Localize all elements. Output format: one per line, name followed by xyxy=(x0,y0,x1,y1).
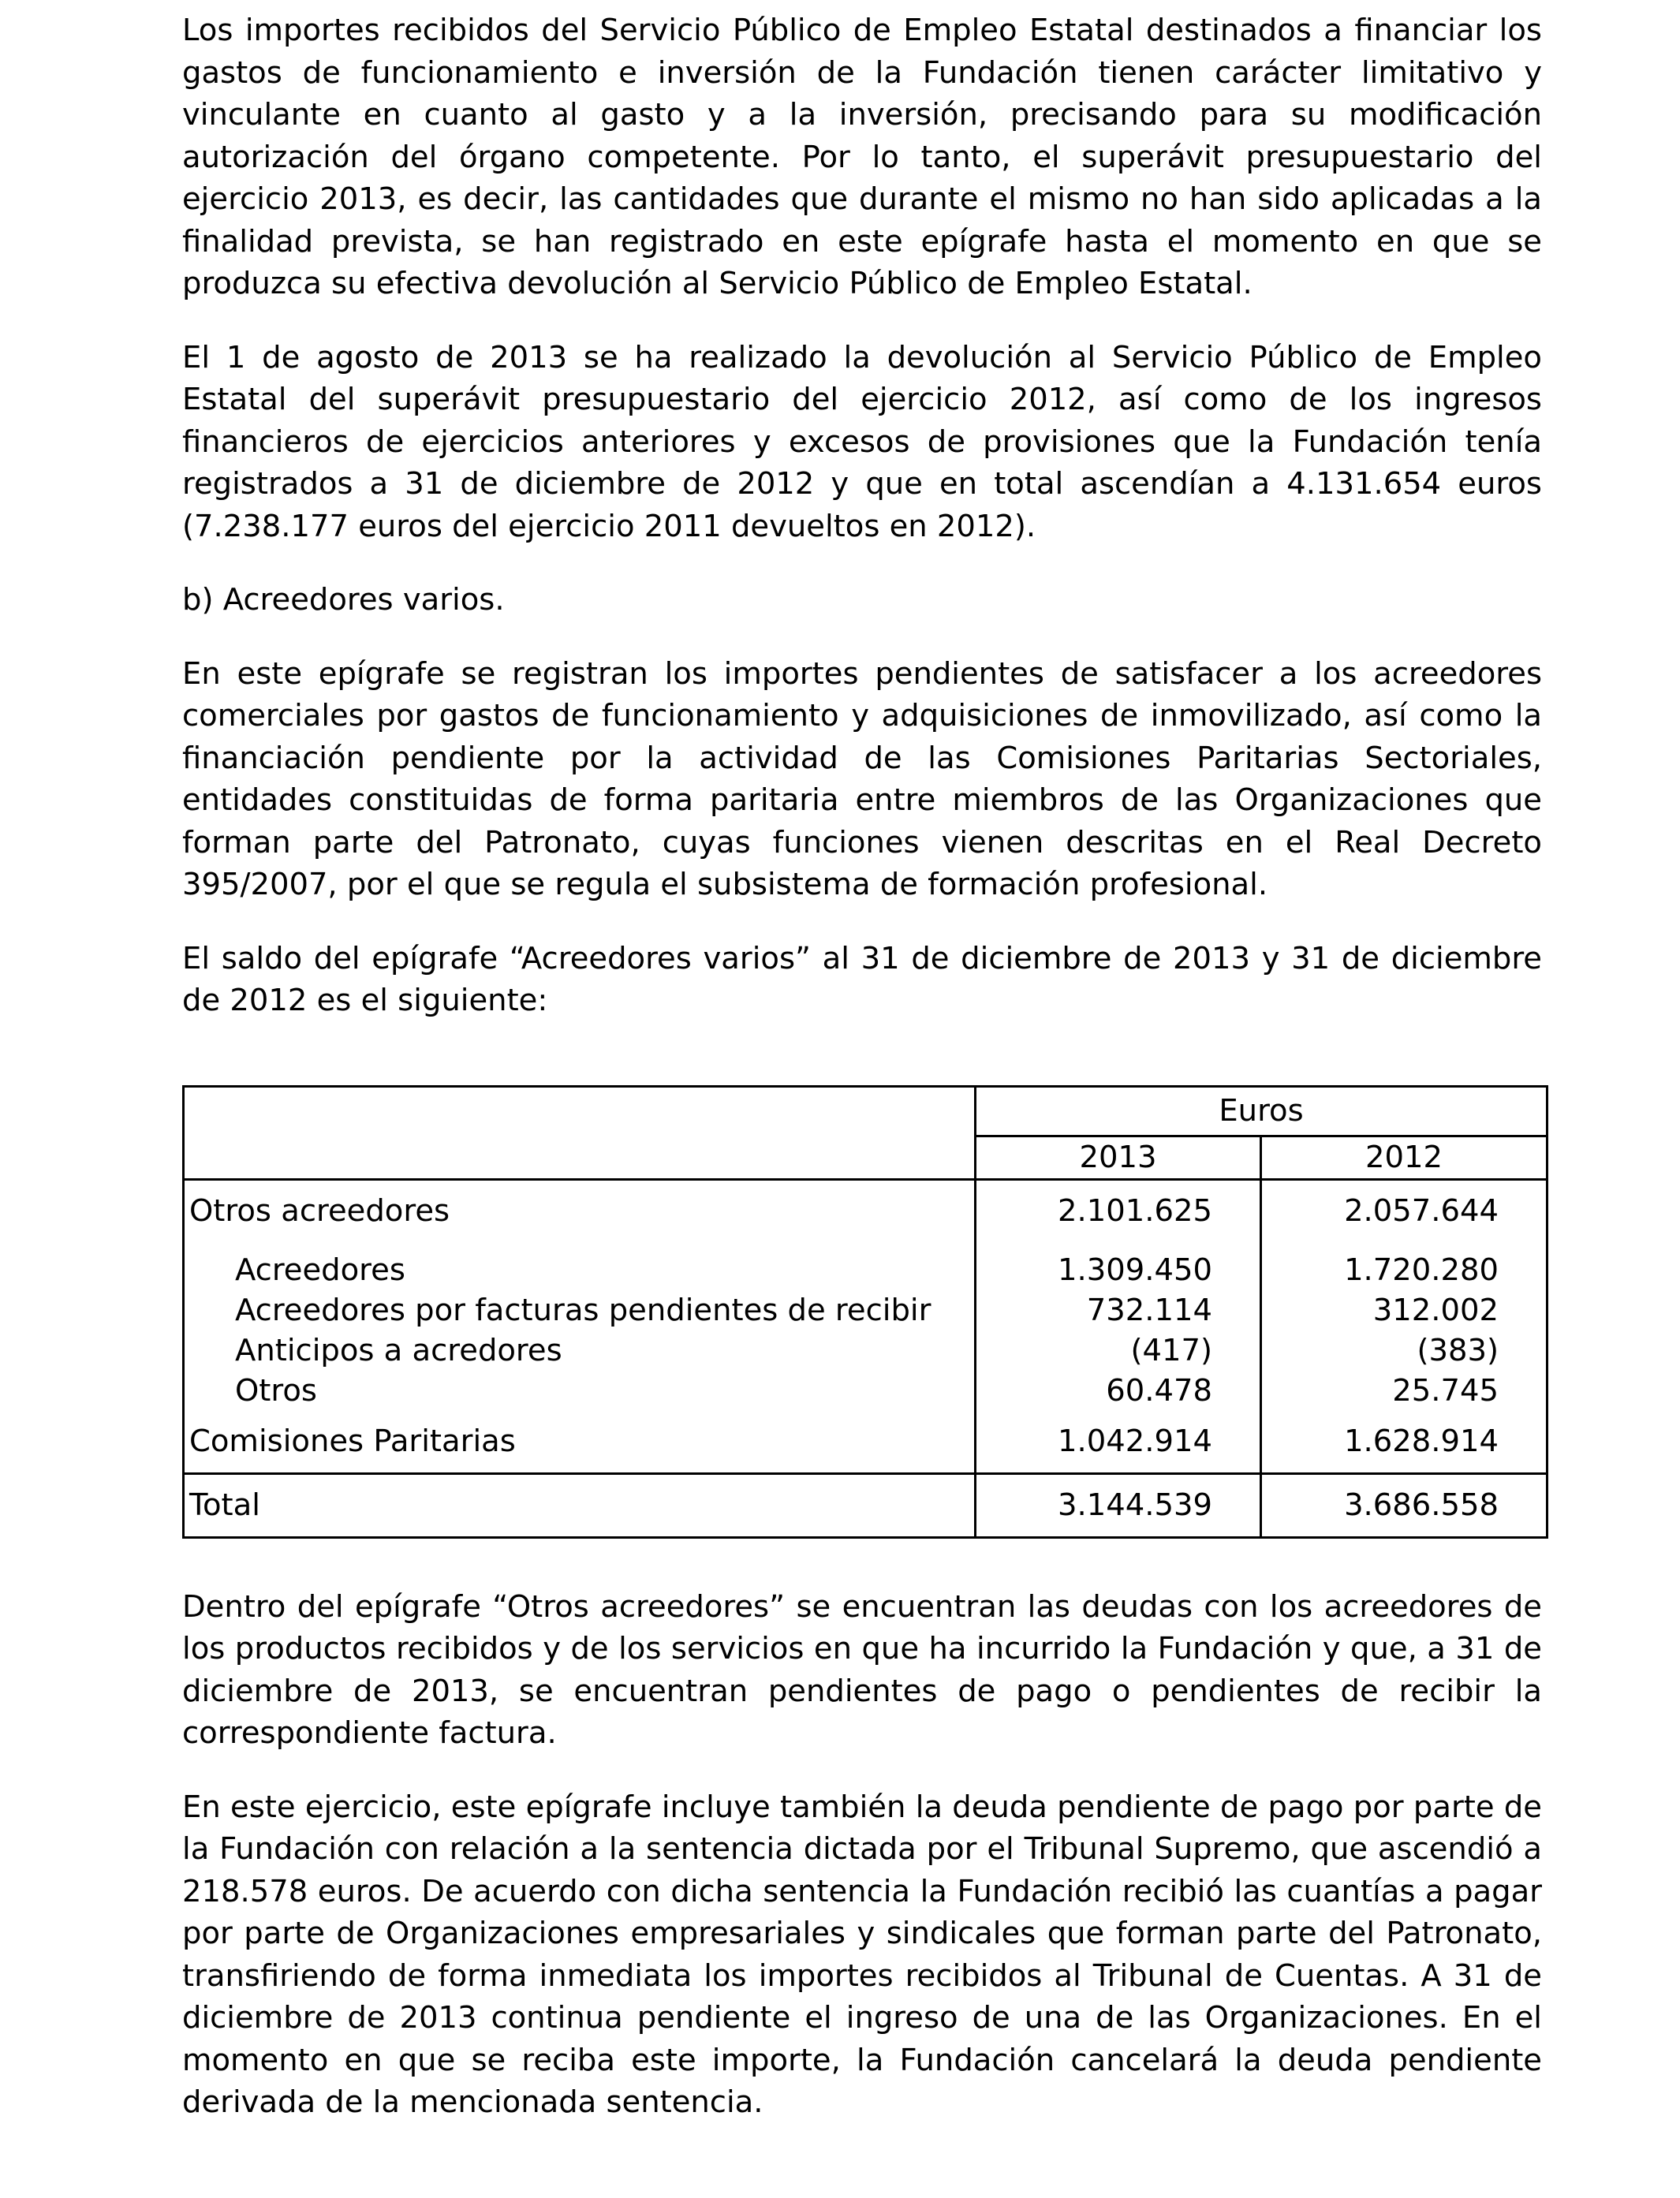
table-row xyxy=(184,1371,1547,1411)
paragraph-devolucion: El 1 de agosto de 2013 se ha realizado la devolución al Servicio Público de Empleo Estatal del superávit presupuestario del ejercicio 2012, así como de los ingresos financieros de ejercicios anteriores y excesos de provisiones que la Fundación tenía registrados a 31 de diciembre de 2012 y que en total ascendían a 4.131.654 euros (7.238.177 euros del ejercicio 2011 devueltos en 2012). xyxy=(182,339,1542,544)
value-2013: 1.042.914 xyxy=(976,1411,1261,1474)
total-label: Total xyxy=(184,1473,976,1537)
table-row-comisiones-paritarias xyxy=(184,1411,1547,1474)
table-row-otros-acreedores xyxy=(184,1179,1547,1247)
document-page xyxy=(182,9,1542,2155)
value-2012: 1.720.280 xyxy=(1344,1252,1499,1288)
table-row-total xyxy=(184,1473,1547,1537)
paragraph-otros-acreedores: Dentro del epígrafe “Otros acreedores” se encuentran las deudas con los acreedores de los productos recibidos y de los servicios en que ha incurrido la Fundación y que, a 31 de diciembre de 2013, se encuentran pendientes de pago o pendientes de recibir la correspondiente factura. xyxy=(182,1588,1542,1751)
row-label: Acreedores xyxy=(184,1247,976,1290)
currency-header: Euros xyxy=(976,1086,1547,1136)
year-header-2012: 2012 xyxy=(1365,1139,1443,1175)
row-label: Otros xyxy=(184,1371,976,1411)
table-row xyxy=(184,1290,1547,1330)
value-2013: (417) xyxy=(976,1330,1261,1371)
paragraph-epigrafe-registro: En este epígrafe se registran los importes pendientes de satisfacer a los acreedores comerciales por gastos de funcionamiento y adquisiciones de inmovilizado, así como la financiación pendiente por la actividad de las Comisiones Paritarias Sectoriales, entidades constituidas de forma paritaria entre miembros de las Organizaciones que forman parte del Patronato, cuyas funciones vienen descritas en el Real Decreto 395/2007, por el que se regula el subsistema de formación profesional. xyxy=(182,655,1542,902)
table-row xyxy=(184,1330,1547,1371)
row-label: Acreedores por facturas pendientes de recibir xyxy=(184,1290,976,1330)
paragraph-limitativo: Los importes recibidos del Servicio Público de Empleo Estatal destinados a financiar los gastos de funcionamiento e inversión de la Fundación tienen carácter limitativo y vinculante en cuanto al gasto y a la inversión, precisando para su modificación autorización del órgano competente. Por lo tanto, el superávit presupuestario del ejercicio 2013, es decir, las cantidades que durante el mismo no han sido aplicadas a la finalidad prevista, se han registrado en este epígrafe hasta el momento en que se produzca su efectiva devolución al Servicio Público de Empleo Estatal. xyxy=(182,13,1542,301)
table-header-empty-cell xyxy=(184,1086,976,1179)
row-label: Otros acreedores xyxy=(184,1179,976,1247)
value-2012: 312.002 xyxy=(1372,1292,1499,1328)
value-2012: (383) xyxy=(1417,1332,1499,1368)
value-2012: 2.057.644 xyxy=(1344,1192,1499,1229)
value-2013: 2.101.625 xyxy=(976,1179,1261,1247)
value-2013: 1.309.450 xyxy=(976,1247,1261,1290)
total-2012: 3.686.558 xyxy=(1344,1487,1499,1523)
section-heading-acreedores-varios: b) Acreedores varios. xyxy=(182,582,505,618)
value-2013: 732.114 xyxy=(976,1290,1261,1330)
value-2012: 25.745 xyxy=(1392,1372,1499,1409)
paragraph-saldo-intro: El saldo del epígrafe “Acreedores varios” al 31 de diciembre de 2013 y 31 de diciembre de 2012 es el siguiente: xyxy=(182,940,1542,1018)
row-label: Anticipos a acredores xyxy=(184,1330,976,1371)
table-row xyxy=(184,1247,1547,1290)
paragraph-sentencia: En este ejercicio, este epígrafe incluye también la deuda pendiente de pago por parte de la Fundación con relación a la sentencia dictada por el Tribunal Supremo, que ascendió a 218.578 euros. De acuerdo con dicha sentencia la Fundación recibió las cuantías a pagar por parte de Organizaciones empresariales y sindicales que forman parte del Patronato, transfiriendo de forma inmediata los importes recibidos al Tribunal de Cuentas. A 31 de diciembre de 2013 continua pendiente el ingreso de una de las Organizaciones. En el momento en que se reciba este importe, la Fundación cancelará la deuda pendiente derivada de la mencionada sentencia. xyxy=(182,1789,1542,2120)
value-2013: 60.478 xyxy=(976,1371,1261,1411)
acreedores-table xyxy=(182,1085,1548,1539)
table-header-row xyxy=(184,1086,1547,1136)
value-2012: 1.628.914 xyxy=(1344,1423,1499,1459)
row-label: Comisiones Paritarias xyxy=(184,1411,976,1474)
total-2013: 3.144.539 xyxy=(976,1473,1261,1537)
year-header-2013: 2013 xyxy=(976,1136,1261,1179)
